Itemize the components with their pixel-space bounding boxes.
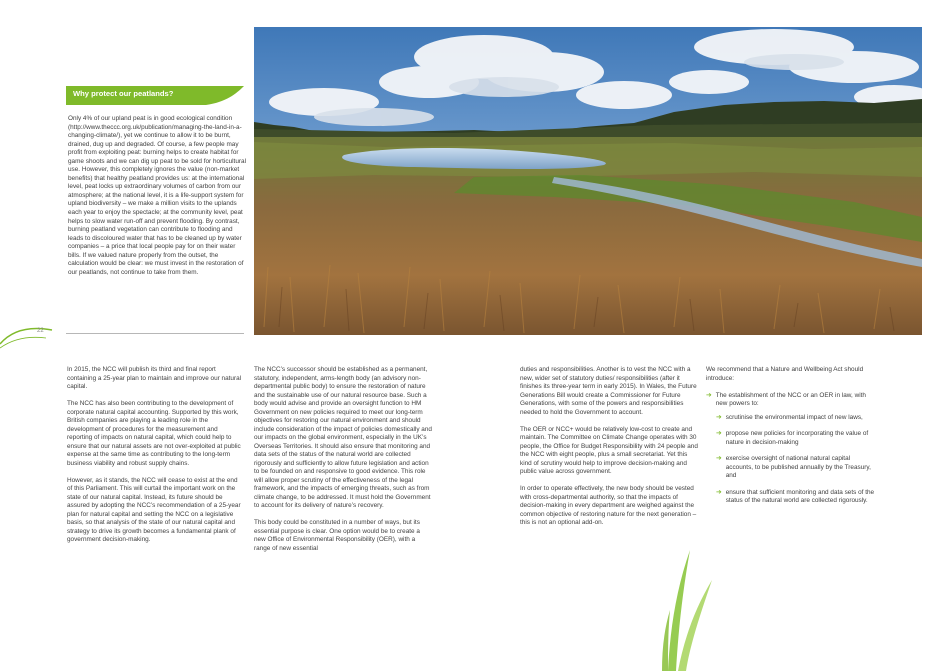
recommendations-intro: We recommend that a Nature and Wellbeing Act should introduce: xyxy=(706,366,864,382)
recommendation-item xyxy=(716,489,876,506)
recommendation-item xyxy=(716,430,876,447)
recommendation-item xyxy=(716,414,876,423)
recommendations-column xyxy=(706,366,876,514)
paragraph: The NCC has also been contributing to the development of corporate natural capital accounting. Supported by this work, British companies are playing a leading role in the development of procedures for the measurement and reporting of impacts on natural capital, which could help to ensure that our natural assets are not over-exploited at public expense at the same time as contributing to the long-term business viability and robust supply chains. xyxy=(67,400,241,467)
recommendation-item-text: exercise oversight of national natural capital accounts, to be published annually by the Treasury, and xyxy=(725,455,871,479)
grass-decoration xyxy=(660,540,720,671)
page-number: 22 xyxy=(37,328,44,334)
paragraph: However, as it stands, the NCC will cease to exist at the end of this Parliament. This will curtail the important work on the state of our natural capital. Instead, its future should be assured by adopting the NCC’s recommendation of a 25-year plan for natural capital and setting the NCC on a legislative basis, so that analysis of the state of our natural capital and strategy to drive its growth becomes a fundamental plank of government decision-making. xyxy=(67,476,241,543)
paragraph: In 2015, the NCC will publish its third and final report containing a 25-year plan to maintain and improve our natural capital. xyxy=(67,366,242,390)
column-3 xyxy=(520,366,698,536)
paragraph: In order to operate effectively, the new body should be vested with cross-departmental authority, so that the impacts of decision-making in every department are weighed against the common objective of restoring nature for the next generation – this is not an optional add-on. xyxy=(520,485,697,526)
sidebar-heading-banner xyxy=(66,86,244,105)
recommendation-item-text: scrutinise the environmental impact of new laws, xyxy=(725,413,863,421)
column-1 xyxy=(67,366,243,553)
paragraph: duties and responsibilities. Another is to vest the NCC with a new, wider set of statutory duties/ responsibilities (after it finishes its three-year term in early 2015). In Wales, the Future Generations Bill would create a Commissioner for Future Generations, with some of the powers and responsibilities needed to hold the Government to account. xyxy=(520,366,697,416)
recommendation-item xyxy=(716,455,876,481)
recommendation-item-text: propose new policies for incorporating the value of nature in decision-making xyxy=(725,430,869,446)
paragraph: This body could be constituted in a number of ways, but its essential purpose is clear. One option would be to create a new Office of Environmental Responsibility (OER), with a range of new essential xyxy=(254,519,420,552)
paragraph: The OER or NCC+ would be relatively low-cost to create and maintain. The Committee on Climate Change operates with 30 people, the Office for Budget Responsibility with 24 people and the NCC with eight people, plus a small secretariat. Yet this kind of scrutiny would help to improve decision-making and public value across government. xyxy=(520,425,698,475)
arrow-icon: ➔ xyxy=(706,391,712,399)
recommendation-item-text: ensure that sufficient monitoring and data sets of the status of the natural world are collected rigorously. xyxy=(725,488,875,504)
sidebar-divider xyxy=(66,333,244,334)
paragraph: The NCC’s successor should be established as a permanent, statutory, independent, arms-length body (an advisory non-departmental public body) to ensure the restoration of nature and the sustainable use of our natural resource base. Such a body would advise and provide an oversight function to HM Government on new policies required to meet our long-term objectives for restoring our natural environment and should include consideration of the impact of policies domestically and our impacts on the global environment, especially in the UK’s Overseas Territories. It should also ensure that monitoring and data sets of the status of the natural world are collected rigorously and sufficiently to allow future legislation and action to be founded on and responsive to good evidence. This role will allow proper scrutiny of the effectiveness of the legal framework, and the impacts of emerging threats, such as from climate change, to be addressed. It must hold the Government to account for its delivery of nature’s recovery. xyxy=(254,366,432,509)
peatland-photo xyxy=(254,27,922,335)
sidebar-heading: Why protect our peatlands? xyxy=(73,89,174,98)
column-2 xyxy=(254,366,432,562)
arrow-icon: ➔ xyxy=(716,430,722,437)
arrow-icon: ➔ xyxy=(716,413,722,421)
arrow-icon: ➔ xyxy=(716,455,722,462)
sidebar-body: Only 4% of our upland peat is in good ecological condition (http://www.theccc.org.uk/publication/managing-the-land-in-a-changing-climate/), yet we continue to allow it to be burnt, drained, dug up and degraded. Of course, a few people may profit from exploiting peat: burning helps to create habitat for game shoots and we can dig up peat to be sold for horticultural use. However, this completely ignores the value (non-market benefits) that healthy peatland provides us: at the international level, peat locks up extraordinary volumes of carbon from our atmosphere; at the national level, it is a life-support system for upland biodiversity – we make a million visits to the uplands each year to enjoy the spectacle; at the community level, peat helps to slow water run-off and prevent flooding. By contrast, burning peatland vegetation can contribute to flooding and leads to discoloured water that has to be cleaned up by water companies – a price that local people pay for on their water bills. If we valued nature properly from the outset, the calculation would be clear: we must invest in the restoration of our peatlands, not continue to take from them. xyxy=(68,115,246,276)
arrow-icon: ➔ xyxy=(716,488,722,496)
page-swoosh-decoration xyxy=(0,320,70,350)
recommendation-lead-text: The establishment of the NCC or an OER in law, with new powers to: xyxy=(715,391,866,407)
recommendation-lead xyxy=(706,392,876,409)
